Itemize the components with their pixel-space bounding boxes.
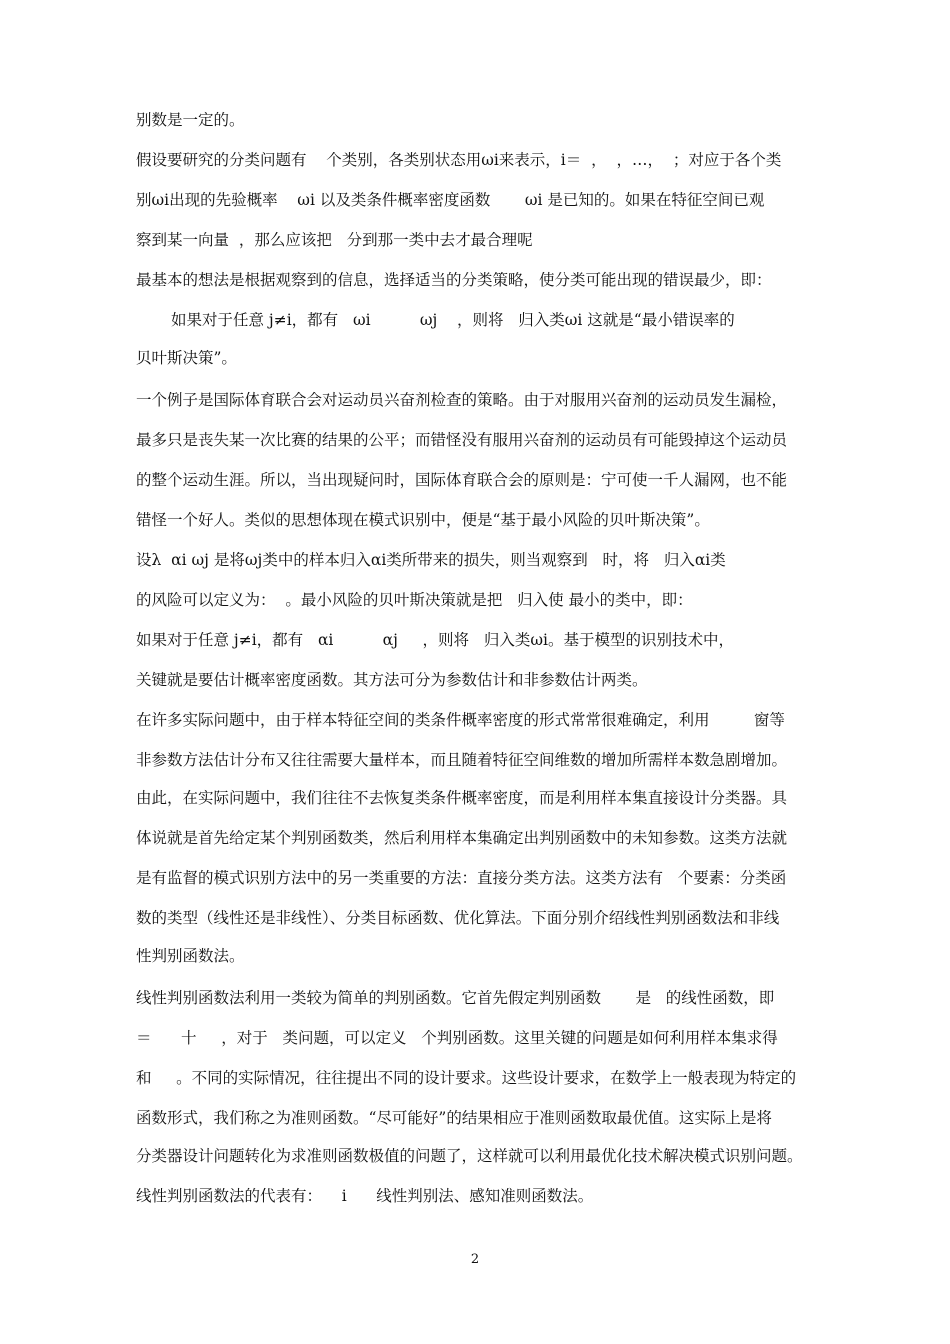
text-line: 察到某一向量 ，那么应该把 分到那一类中去才最合理呢 — [136, 231, 533, 249]
text-line: 错怪一个好人。类似的思想体现在模式识别中，便是“基于最小风险的贝叶斯决策”。 — [136, 511, 710, 529]
text-line: 关键就是要估计概率密度函数。其方法可分为参数估计和非参数估计两类。 — [136, 671, 648, 689]
text-line: 如果对于任意 j≠i，都有 αi αj ，则将 归入类ωi。基于模型的识别技术中， — [136, 631, 734, 649]
text-line: 线性判别函数法利用一类较为简单的判别函数。它首先假定判别函数 是 的线性函数，即 — [136, 989, 775, 1007]
text-line: 如果对于任意 j≠i，都有 ωi ωj ，则将 归入类ωi 这就是“最小错误率的 — [171, 311, 735, 329]
text-line: 最多只是丧失某一次比赛的结果的公平；而错怪没有服用兴奋剂的运动员有可能毁掉这个运动员 — [136, 431, 788, 449]
text-line: 最基本的想法是根据观察到的信息，选择适当的分类策略，使分类可能出现的错误最少，即： — [136, 271, 772, 289]
text-line: 由此，在实际问题中，我们往往不去恢复类条件概率密度，而是利用样本集直接设计分类器。具 — [136, 789, 788, 807]
text-line: 是有监督的模式识别方法中的另一类重要的方法：直接分类方法。这类方法有 个要素：分类函 — [136, 869, 787, 887]
text-line: 贝叶斯决策”。 — [136, 349, 237, 367]
text-line: 的整个运动生涯。所以，当出现疑问时，国际体育联合会的原则是：宁可使一千人漏网，也不能 — [136, 471, 788, 489]
text-line: 性判别函数法。 — [136, 947, 245, 965]
page-number: 2 — [470, 1252, 480, 1267]
text-line: 数的类型（线性还是非线性）、分类目标函数、优化算法。下面分别介绍线性判别函数法和非线 — [136, 909, 780, 927]
text-line: 的风险可以定义为： 。最小风险的贝叶斯决策就是把 归入使 最小的类中，即： — [136, 591, 693, 609]
text-line: 别ωi出现的先验概率 ωi 以及类条件概率密度函数 ωi 是已知的。如果在特征空间已观 — [136, 191, 765, 209]
text-line: 函数形式，我们称之为准则函数。“尽可能好”的结果相应于准则函数取最优值。这实际上是将 — [136, 1109, 772, 1127]
text-line: 和 。不同的实际情况，往往提出不同的设计要求。这些设计要求，在数学上一般表现为特定的 — [136, 1069, 797, 1087]
text-line: 一个例子是国际体育联合会对运动员兴奋剂检查的策略。由于对服用兴奋剂的运动员发生漏检， — [136, 391, 788, 409]
text-line: 别数是一定的。 — [136, 111, 245, 129]
text-line: 非参数方法估计分布又往往需要大量样本，而且随着特征空间维数的增加所需样本数急剧增加。 — [136, 751, 788, 769]
text-line: 假设要研究的分类问题有 个类别，各类别状态用ωi来表示，i＝ ， ，…， ；对应于各个类 — [136, 151, 782, 169]
text-line: 线性判别函数法的代表有： i 线性判别法、感知准则函数法。 — [136, 1187, 594, 1205]
text-line: 体说就是首先给定某个判别函数类，然后利用样本集确定出判别函数中的未知参数。这类方法就 — [136, 829, 788, 847]
text-line: 设λ αi ωj 是将ωj类中的样本归入αi类所带来的损失，则当观察到 时，将 归入αi类 — [136, 551, 726, 569]
text-line: 在许多实际问题中，由于样本特征空间的类条件概率密度的形式常常很难确定，利用 窗等 — [136, 711, 785, 729]
text-line: ＝ 十 ，对于 类问题，可以定义 个判别函数。这里关键的问题是如何利用样本集求得 — [136, 1029, 778, 1047]
text-line: 分类器设计问题转化为求准则函数极值的问题了，这样就可以利用最优化技术解决模式识别问题。 — [136, 1147, 803, 1165]
